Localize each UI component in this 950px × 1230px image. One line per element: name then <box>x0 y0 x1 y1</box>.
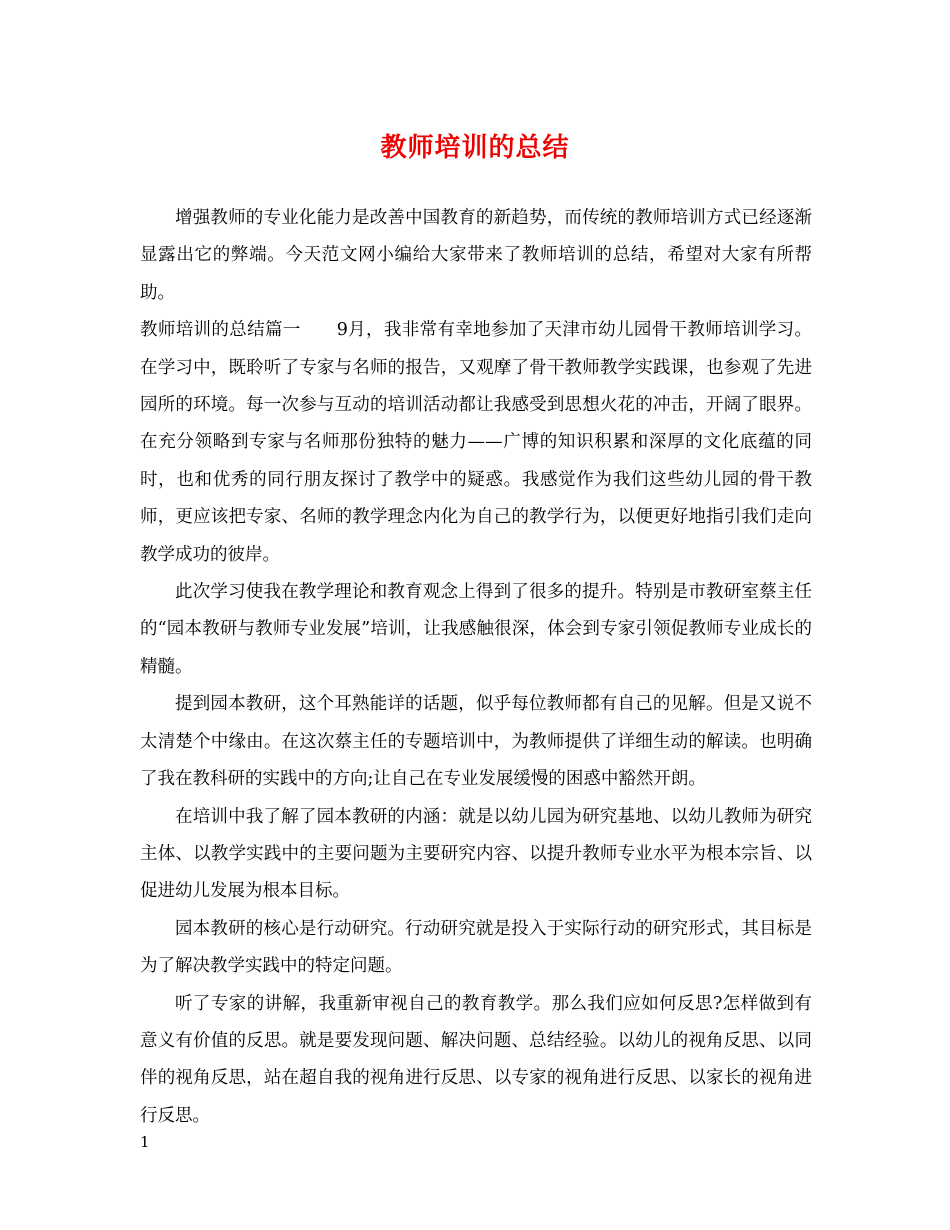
page-number: 1 <box>140 1133 150 1151</box>
section-paragraph <box>140 312 812 574</box>
body-paragraph: 听了专家的讲解，我重新审视自己的教育教学。那么我们应如何反思?怎样做到有意义有价值的反思。就是要发现问题、解决问题、总结经验。以幼儿的视角反思、以同伴的视角反思，站在超自我的视角进行反思、以专家的视角进行反思、以家长的视角进行反思。 <box>140 993 812 1126</box>
intro-paragraph: 增强教师的专业化能力是改善中国教育的新趋势，而传统的教师培训方式已经逐渐显露出它的弊端。今天范文网小编给大家带来了教师培训的总结，希望对大家有所帮助。 <box>140 208 812 303</box>
document-body <box>140 200 812 1135</box>
body-paragraph: 提到园本教研，这个耳熟能详的话题，似乎每位教师都有自己的见解。但是又说不太清楚个中缘由。在这次蔡主任的专题培训中，为教师提供了详细生动的解读。也明确了我在教科研的实践中的方向;让自己在专业发展缓慢的困惑中豁然开朗。 <box>140 694 812 790</box>
section-first-paragraph: 9月，我非常有幸地参加了天津市幼儿园骨干教师培训学习。在学习中，既聆听了专家与名师的报告，又观摩了骨干教师教学实践课，也参观了先进园所的环境。每一次参与互动的培训活动都让我感受到思想火花的冲击，开阔了眼界。在充分领略到专家与名师那份独特的魅力——广博的知识积累和深厚的文化底蕴的同时，也和优秀的同行朋友探讨了教学中的疑惑。我感觉作为我们这些幼儿园的骨干教师，更应该把专家、名师的教学理念内化为自己的教学行为，以便更好地指引我们走向教学成功的彼岸。 <box>140 320 813 565</box>
body-paragraph: 在培训中我了解了园本教研的内涵：就是以幼儿园为研究基地、以幼儿教师为研究主体、以教学实践中的主要问题为主要研究内容、以提升教师专业水平为根本宗旨、以促进幼儿发展为根本目标。 <box>140 806 812 902</box>
document-title: 教师培训的总结 <box>380 133 570 163</box>
body-paragraph: 此次学习使我在教学理论和教育观念上得到了很多的提升。特别是市教研室蔡主任的“园本教研与教师专业发展”培训，让我感触很深，体会到专家引领促教师专业成长的精髓。 <box>140 582 812 677</box>
section-heading: 教师培训的总结篇一 <box>140 320 301 341</box>
body-paragraph: 园本教研的核心是行动研究。行动研究就是投入于实际行动的研究形式，其目标是为了解决教学实践中的特定问题。 <box>140 918 812 977</box>
